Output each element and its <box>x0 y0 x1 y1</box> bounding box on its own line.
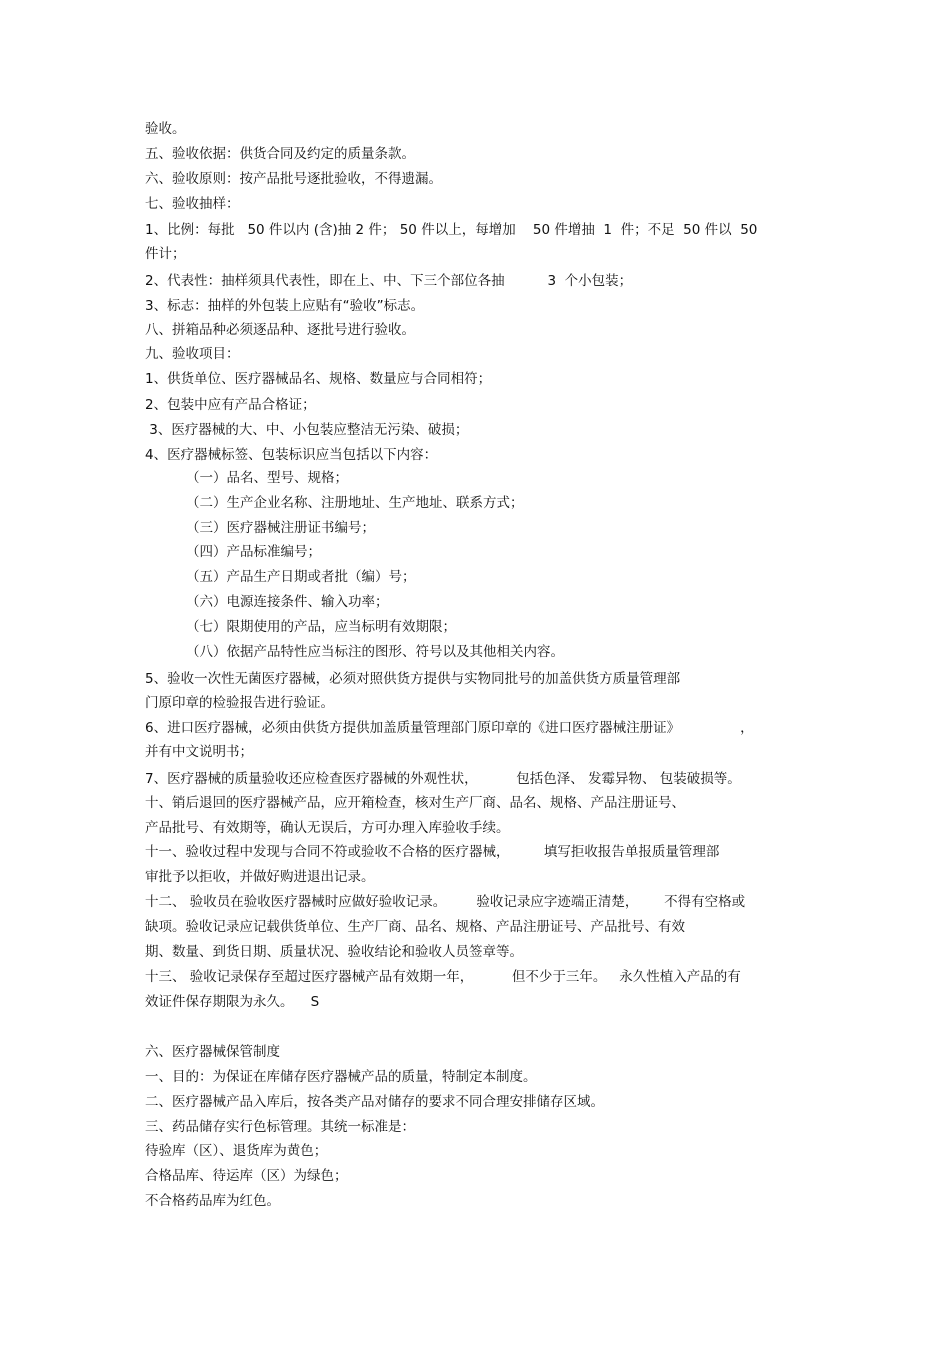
text-line: 3、医疗器械的大、中、小包装应整洁无污染、破损； <box>145 422 469 438</box>
text-line: 7、医疗器械的质量验收还应检查医疗器械的外观性状， 包括色泽、 发霉异物、 包装破损等。 <box>145 771 741 787</box>
text-line: 十三、 验收记录保存至超过医疗器械产品有效期一年， 但不少于三年。 永久性植入产品的有 <box>145 969 741 985</box>
text-line: （二）生产企业名称、注册地址、生产地址、联系方式； <box>186 495 524 511</box>
section-heading: 六、医疗器械保管制度 <box>145 1044 280 1060</box>
text-line: （五）产品生产日期或者批（编）号； <box>186 569 416 585</box>
text-line: 待验库（区）、退货库为黄色； <box>145 1143 328 1159</box>
text-line: 五、验收依据：供货合同及约定的质量条款。 <box>145 146 415 162</box>
text-line: 十、销后退回的医疗器械产品，应开箱检查，核对生产厂商、品名、规格、产品注册证号、 <box>145 795 685 811</box>
text-line: 件计； <box>145 246 186 262</box>
text-line: 二、医疗器械产品入库后，按各类产品对储存的要求不同合理安排储存区域。 <box>145 1094 604 1110</box>
text-line: 2、代表性：抽样须具代表性，即在上、中、下三个部位各抽 3 个小包装； <box>145 273 633 289</box>
text-line: 1、供货单位、医疗器械品名、规格、数量应与合同相符； <box>145 371 492 387</box>
text-line: 缺项。验收记录应记载供货单位、生产厂商、品名、规格、产品注册证号、产品批号、有效 <box>145 919 685 935</box>
text-line: 门原印章的检验报告进行验证。 <box>145 695 334 711</box>
text-line: 三、药品储存实行色标管理。其统一标准是： <box>145 1119 415 1135</box>
text-line: 并有中文说明书； <box>145 744 253 760</box>
text-line: 产品批号、有效期等，确认无误后，方可办理入库验收手续。 <box>145 820 510 836</box>
text-line: （八）依据产品特性应当标注的图形、符号以及其他相关内容。 <box>186 644 564 660</box>
text-line: 效证件保存期限为永久。 S <box>145 994 320 1010</box>
text-line: （三）医疗器械注册证书编号； <box>186 520 375 536</box>
text-line: 九、验收项目： <box>145 346 240 362</box>
text-line: （一）品名、型号、规格； <box>186 470 348 486</box>
text-line: 6、进口医疗器械，必须由供货方提供加盖质量管理部门原印章的《进口医疗器械注册证》 ， <box>145 720 754 736</box>
text-line: 八、拼箱品种必须逐品种、逐批号进行验收。 <box>145 322 415 338</box>
text-line: （六）电源连接条件、输入功率； <box>186 594 389 610</box>
text-line: 验收。 <box>145 121 186 137</box>
text-line: 六、验收原则：按产品批号逐批验收，不得遗漏。 <box>145 171 442 187</box>
text-line: （四）产品标准编号； <box>186 544 321 560</box>
text-line: 期、数量、到货日期、质量状况、验收结论和验收人员签章等。 <box>145 944 523 960</box>
text-line: 不合格药品库为红色。 <box>145 1193 280 1209</box>
text-line: 3、标志：抽样的外包装上应贴有“验收”标志。 <box>145 298 425 314</box>
text-line: 一、目的：为保证在库储存医疗器械产品的质量，特制定本制度。 <box>145 1069 537 1085</box>
text-line: 七、验收抽样： <box>145 196 240 212</box>
text-line: 1、比例：每批 50 件以内 (含)抽 2 件； 50 件以上，每增加 50 件增抽 1 件；不足 50 件以 50 <box>145 222 758 238</box>
text-line: 5、验收一次性无菌医疗器械，必须对照供货方提供与实物同批号的加盖供货方质量管理部 <box>145 671 681 687</box>
text-line: 审批予以拒收，并做好购进退出记录。 <box>145 869 375 885</box>
text-line: 十二、 验收员在验收医疗器械时应做好验收记录。 验收记录应字迹端正清楚， 不得有空格或 <box>145 894 746 910</box>
text-line: 2、包装中应有产品合格证； <box>145 397 316 413</box>
text-line: 合格品库、待运库（区）为绿色； <box>145 1168 348 1184</box>
text-line: 十一、验收过程中发现与合同不符或验收不合格的医疗器械， 填写拒收报告单报质量管理部 <box>145 844 720 860</box>
text-line: 4、医疗器械标签、包装标识应当包括以下内容： <box>145 447 438 463</box>
text-line: （七）限期使用的产品，应当标明有效期限； <box>186 619 456 635</box>
